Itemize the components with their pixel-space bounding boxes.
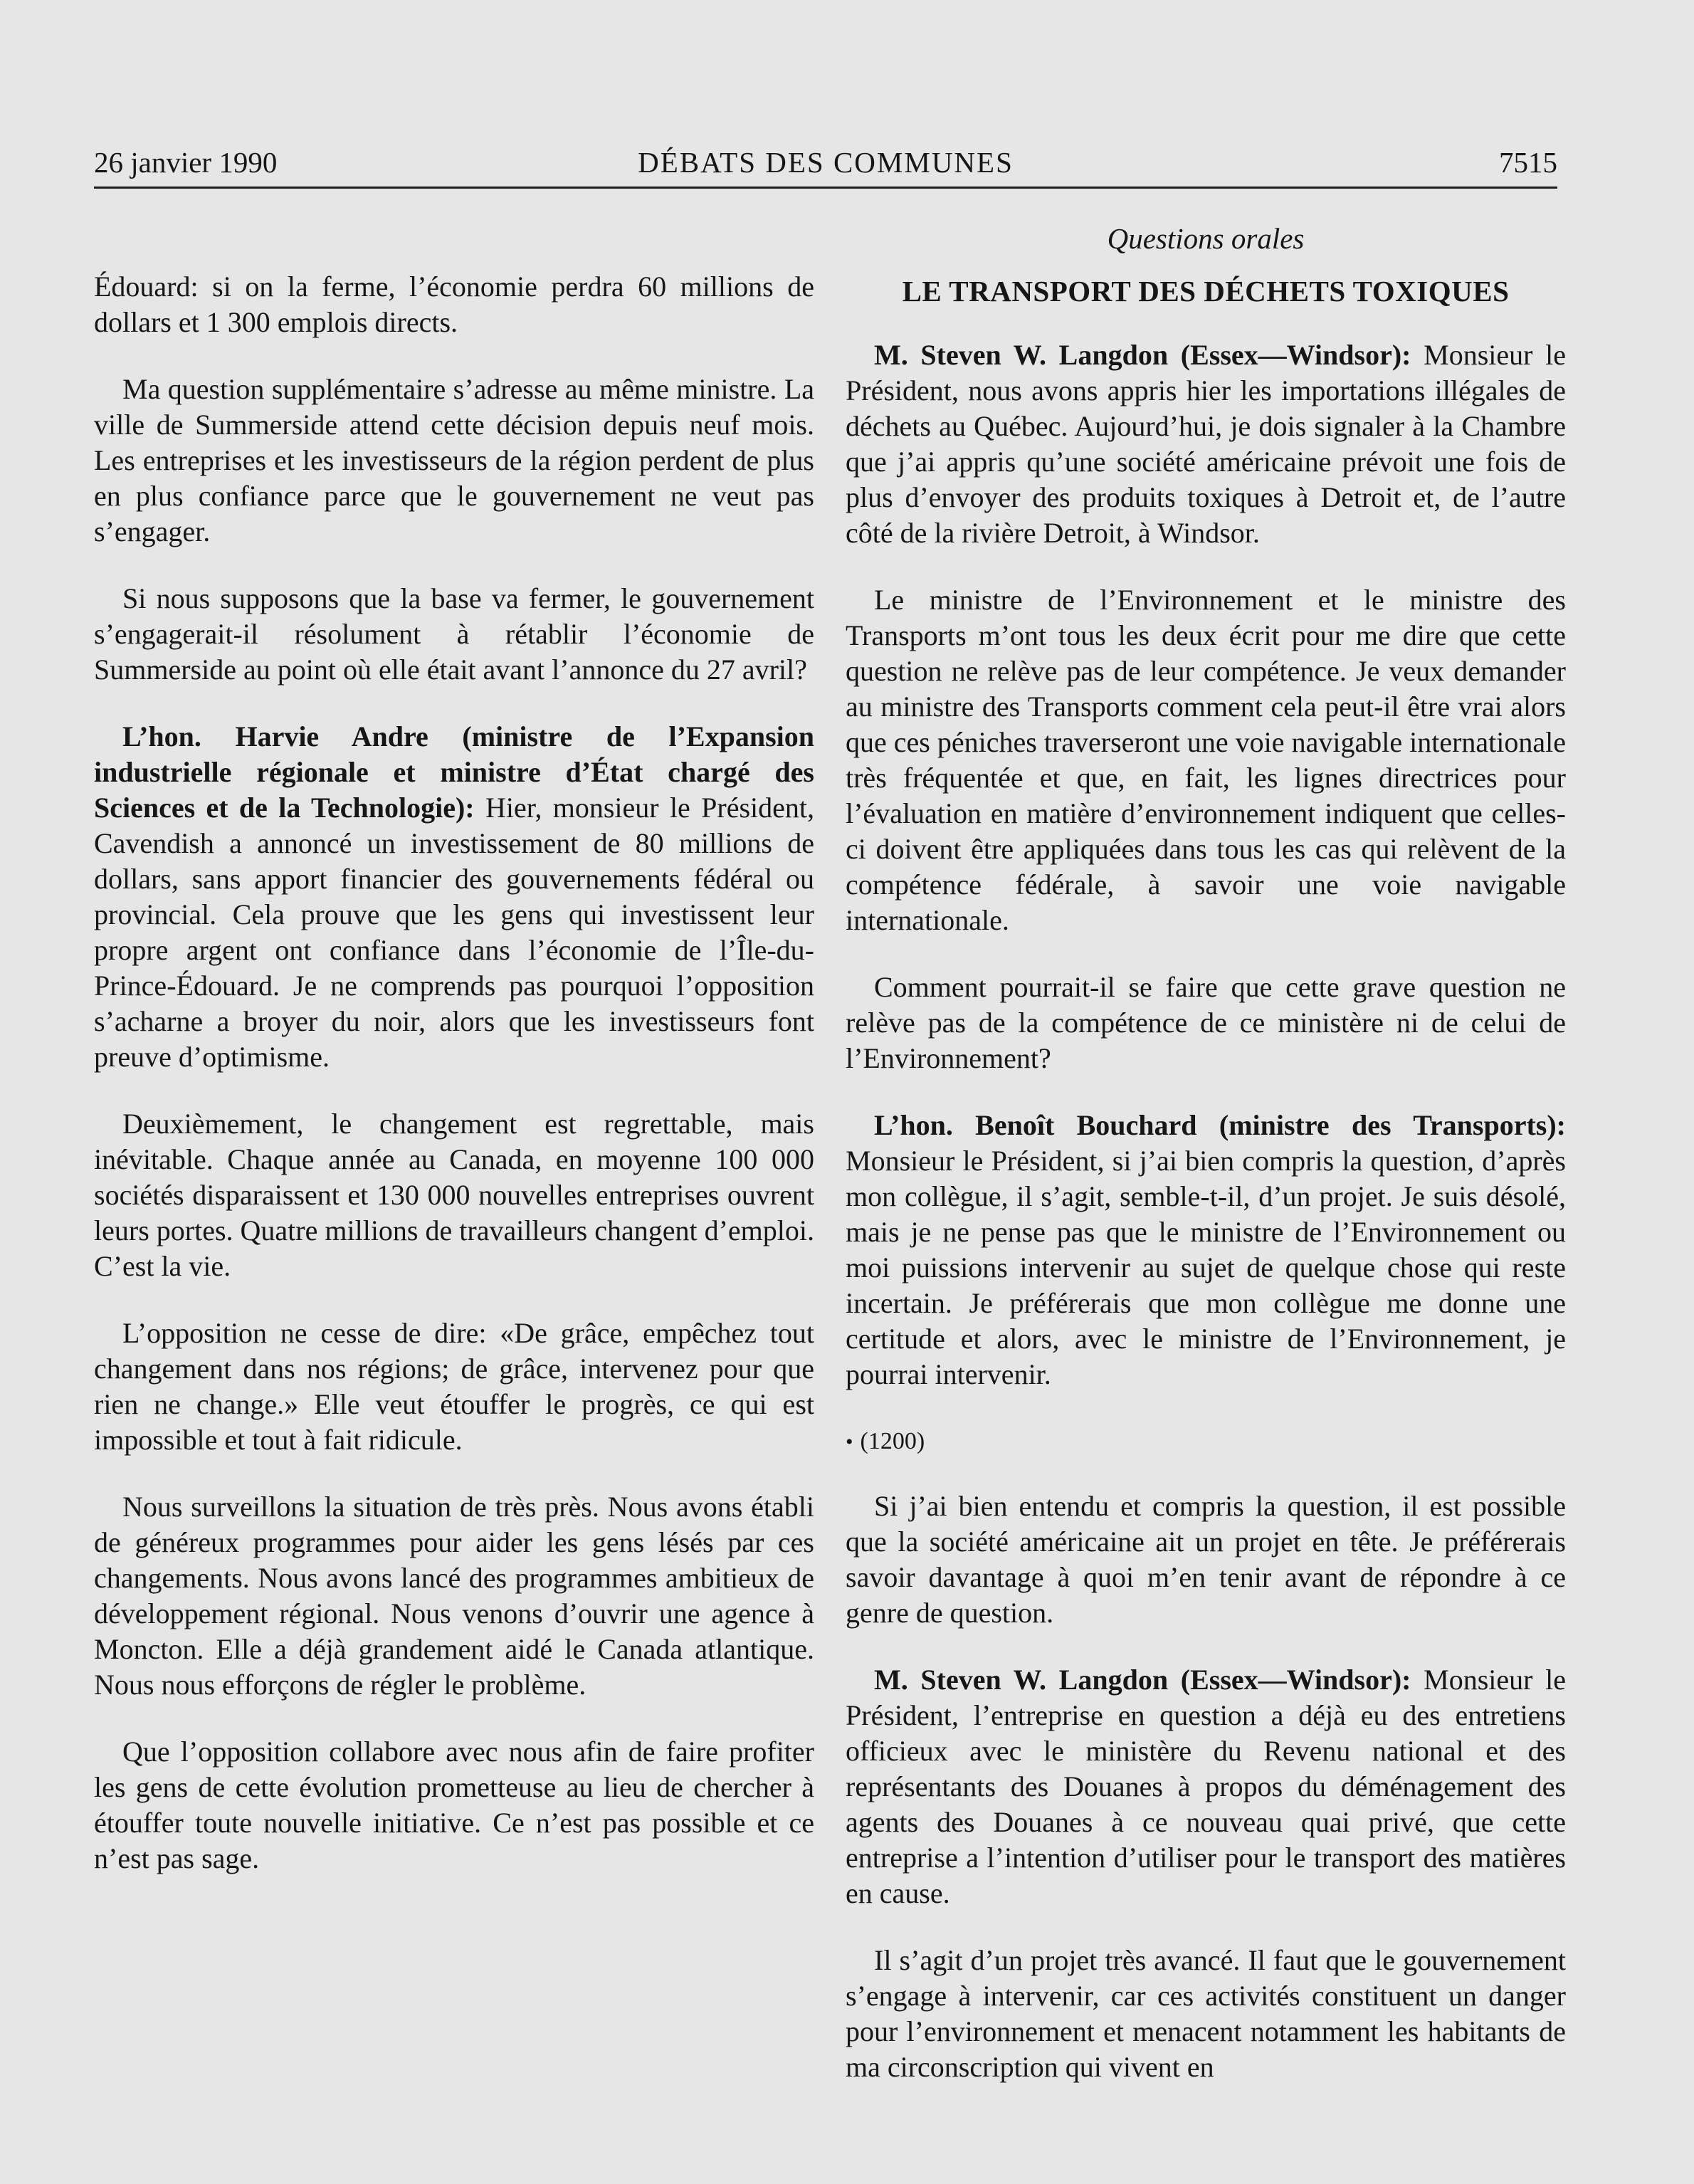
left-paragraph-3: Si nous supposons que la base va fermer, le gouvernement s’engagerait-il résolument à rétablir l’économie de Summerside au point où elle était avant l’annonce du 27 avril? — [94, 582, 814, 686]
right-paragraph-3: Comment pourrait-il se faire que cette grave question ne relève pas de la compétence de ce ministère ni de celui de l’Environnement? — [846, 971, 1566, 1074]
right-paragraph-5: Si j’ai bien entendu et compris la question, il est possible que la société américaine ait un projet en tête. Je préférerais savoir davantage à quoi m’en tenir avant de répondre à ce genre de question. — [846, 1490, 1566, 1629]
speaker-name: M. Steven W. Langdon (Essex—Windsor): — [874, 1664, 1411, 1696]
bullet-icon: • — [846, 1430, 853, 1454]
right-paragraph-7: Il s’agit d’un projet très avancé. Il faut que le gouvernement s’engage à intervenir, car ces activités constituent un danger pour l’environnement et menacent notamment les habitants de ma circonscription qui vivent en — [846, 1944, 1566, 2083]
right-paragraph-2: Le ministre de l’Environnement et le ministre des Transports m’ont tous les deux écrit pour me dire que cette question ne relève pas de leur compétence. Je veux demander au ministre des Transports comment cela peut-il être vrai alors que ces péniches traverseront une voie navigable internationale très fréquentée et que, en fait, les lignes directrices pour l’évaluation en matière d’environnement indiquent que celles-ci doivent être appliquées dans tous les cas qui relèvent de la compétence fédérale, à savoir une voie navigable internationale. — [846, 584, 1566, 936]
header-date: 26 janvier 1990 — [94, 146, 278, 179]
time-marker — [846, 1424, 1566, 1460]
section-label: Questions orales — [1107, 222, 1305, 255]
speaker-name: M. Steven W. Langdon (Essex—Windsor): — [874, 339, 1411, 371]
speech-text: Hier, monsieur le Président, Cavendish a annoncé un investissement de 80 millions de dollars, sans apport financier des gouvernements fédéral ou provincial. Cela prouve que les gens qui investissent leur propre argent ont confiance dans l’économie de l’Île-du-Prince-Édouard. Je ne comprends pas pourquoi l’opposition s’acharne a broyer du noir, alors que les investisseurs font preuve d’optimisme. — [94, 792, 815, 1073]
left-column — [94, 269, 814, 1908]
left-paragraph-7: Nous surveillons la situation de très près. Nous avons établi de généreux programmes pour aider les gens lésés par ces changements. Nous avons lancé des programmes ambitieux de développement régional. Nous venons d’ouvrir une agence à Moncton. Elle a déjà grandement aidé le Canada atlantique. Nous nous efforçons de régler le problème. — [94, 1491, 814, 1701]
time-marker-text: (1200) — [860, 1428, 925, 1454]
right-paragraph-1 — [846, 337, 1566, 551]
speech-text: Monsieur le Président, l’entreprise en question a déjà eu des entretiens officieux avec le ministère du Revenu national et des représentants des Douanes à propos du déménagement des agents des Douanes à ce nouveau quai privé, que cette entreprise a l’intention d’utiliser pour le transport des matières en cause. — [846, 1664, 1566, 1909]
page-header — [94, 142, 1557, 189]
left-paragraph-8: Que l’opposition collabore avec nous afin de faire profiter les gens de cette évolution prometteuse au lieu de chercher à étouffer toute nouvelle initiative. Ce n’est pas possible et ce n’est pas sage. — [94, 1736, 814, 1874]
header-title: DÉBATS DES COMMUNES — [638, 146, 1014, 179]
left-paragraph-5: Deuxièmement, le changement est regrettable, mais inévitable. Chaque année au Canada, en moyenne 100 000 sociétés disparaissent et 130 000 nouvelles entreprises ouvrent leurs portes. Quatre millions de travailleurs changent d’emploi. C’est la vie. — [94, 1108, 814, 1282]
right-column — [846, 206, 1566, 2116]
speech-text: Monsieur le Président, si j’ai bien compris la question, d’après mon collègue, il s’agit, semble-t-il, d’un projet. Je suis désolé, mais je ne pense pas que le ministre de l’Environnement ou moi puissions intervenir au sujet de quelque chose qui reste incertain. Je préférerais que mon collègue me donne une certitude et alors, avec le ministre de l’Environnement, je pourrai intervenir. — [846, 1145, 1566, 1390]
left-paragraph-1: Édouard: si on la ferme, l’économie perdra 60 millions de dollars et 1 300 emplois directs. — [94, 271, 814, 338]
speech-text: Monsieur le Président, nous avons appris hier les importations illégales de déchets au Québec. Aujourd’hui, je dois signaler à la Chambre que j’ai appris qu’une société américaine prévoit une fois de plus d’envoyer des produits toxiques à Detroit et, de l’autre côté de la rivière Detroit, à Windsor. — [846, 339, 1566, 549]
left-paragraph-4 — [94, 719, 814, 1075]
right-paragraph-4 — [846, 1108, 1566, 1392]
left-paragraph-6: L’opposition ne cesse de dire: «De grâce, empêchez tout changement dans nos régions; de grâce, intervenez pour que rien ne change.» Elle veut étouffer le progrès, ce qui est impossible et tout à fait ridicule. — [94, 1317, 814, 1456]
right-paragraph-6 — [846, 1662, 1566, 1911]
speaker-name: L’hon. Benoît Bouchard (ministre des Transports): — [874, 1109, 1566, 1141]
header-page-number: 7515 — [1499, 146, 1557, 179]
section-title: LE TRANSPORT DES DÉCHETS TOXIQUES — [902, 275, 1510, 308]
speaker-name: L’hon. Harvie Andre (ministre de l’Expansion industrielle régionale et ministre d’État chargé des Sciences et de la Technologie): — [94, 720, 814, 824]
left-paragraph-2: Ma question supplémentaire s’adresse au même ministre. La ville de Summerside attend cette décision depuis neuf mois. Les entreprises et les investisseurs de la région perdent de plus en plus confiance parce que le gouvernement ne veut pas s’engager. — [94, 373, 814, 547]
